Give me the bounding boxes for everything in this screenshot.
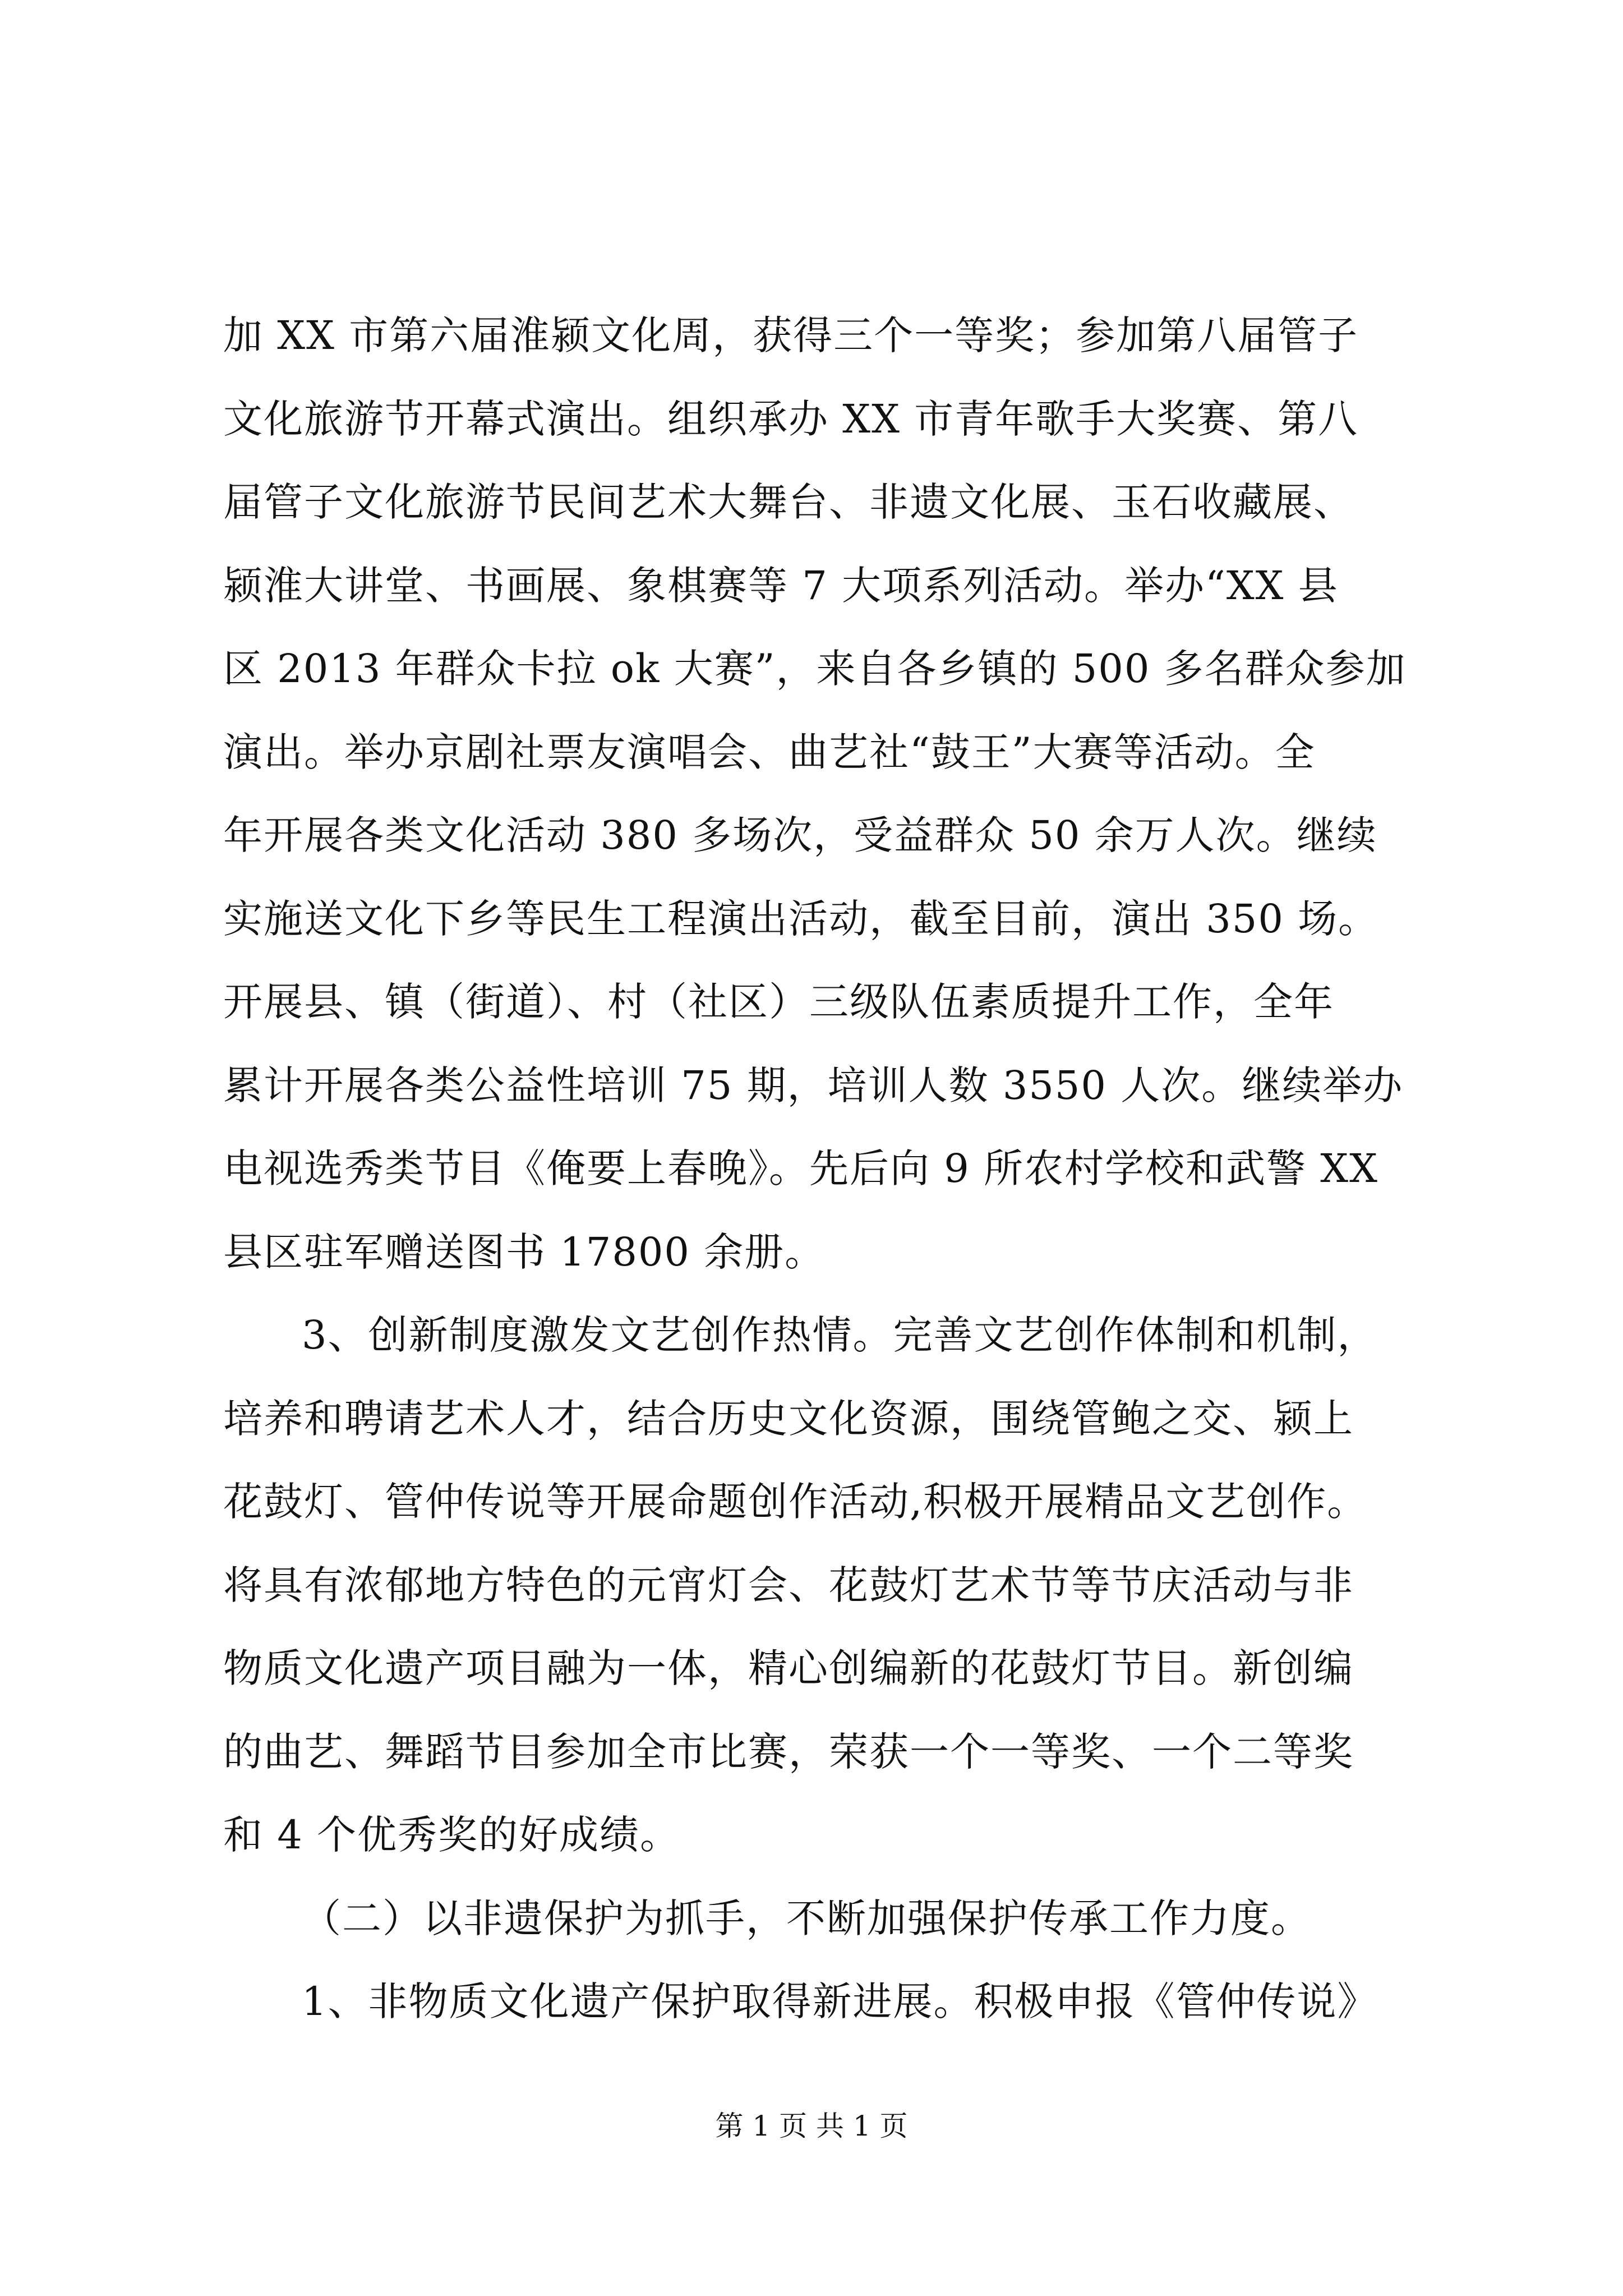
text-line: 年开展各类文化活动 380 多场次，受益群众 50 余万人次。继续 xyxy=(223,812,1377,858)
text-line: 的曲艺、舞蹈节目参加全市比赛，荣获一个一等奖、一个二等奖 xyxy=(223,1729,1354,1775)
text-line: 加 XX 市第六届淮颍文化周，获得三个一等奖；参加第八届管子 xyxy=(223,312,1359,358)
text-line: 和 4 个优秀奖的好成绩。 xyxy=(223,1812,681,1858)
text-line: 区 2013 年群众卡拉 ok 大赛”，来自各乡镇的 500 多名群众参加 xyxy=(223,646,1407,692)
text-line: 电视选秀类节目《俺要上春晚》。先后向 9 所农村学校和武警 XX xyxy=(223,1145,1378,1191)
text-line: 花鼓灯、管仲传说等开展命题创作活动,积极开展精品文艺创作。 xyxy=(223,1479,1368,1525)
text-line: 演出。举办京剧社票友演唱会、曲艺社“鼓王”大赛等活动。全 xyxy=(223,729,1316,775)
text-line: 届管子文化旅游节民间艺术大舞台、非遗文化展、玉石收藏展、 xyxy=(223,479,1354,525)
text-line: 县区驻军赠送图书 17800 余册。 xyxy=(223,1229,826,1275)
text-line: 文化旅游节开幕式演出。组织承办 XX 市青年歌手大奖赛、第八 xyxy=(223,396,1359,442)
text-line: 实施送文化下乡等民生工程演出活动，截至目前，演出 350 场。 xyxy=(223,896,1379,942)
section-heading: （二）以非遗保护为抓手，不断加强保护传承工作力度。 xyxy=(302,1895,1311,1941)
text-line: 开展县、镇（街道）、村（社区）三级队伍素质提升工作，全年 xyxy=(223,979,1334,1025)
text-line: 物质文化遗产项目融为一体，精心创编新的花鼓灯节目。新创编 xyxy=(223,1645,1354,1691)
text-line: 颍淮大讲堂、书画展、象棋赛等 7 大项系列活动。举办“XX 县 xyxy=(223,563,1339,609)
paragraph-start-line: 3、创新制度激发文艺创作热情。完善文艺创作体制和机制， xyxy=(302,1312,1378,1358)
text-line: 培养和聘请艺术人才，结合历史文化资源，围绕管鲍之交、颍上 xyxy=(223,1396,1354,1442)
text-line: 累计开展各类公益性培训 75 期，培训人数 3550 人次。继续举办 xyxy=(223,1062,1404,1108)
page-footer: 第 1 页 共 1 页 xyxy=(715,2110,908,2142)
paragraph-start-line: 1、非物质文化遗产保护取得新进展。积极申报《管仲传说》 xyxy=(302,1978,1378,2024)
text-line: 将具有浓郁地方特色的元宵灯会、花鼓灯艺术节等节庆活动与非 xyxy=(223,1562,1354,1608)
